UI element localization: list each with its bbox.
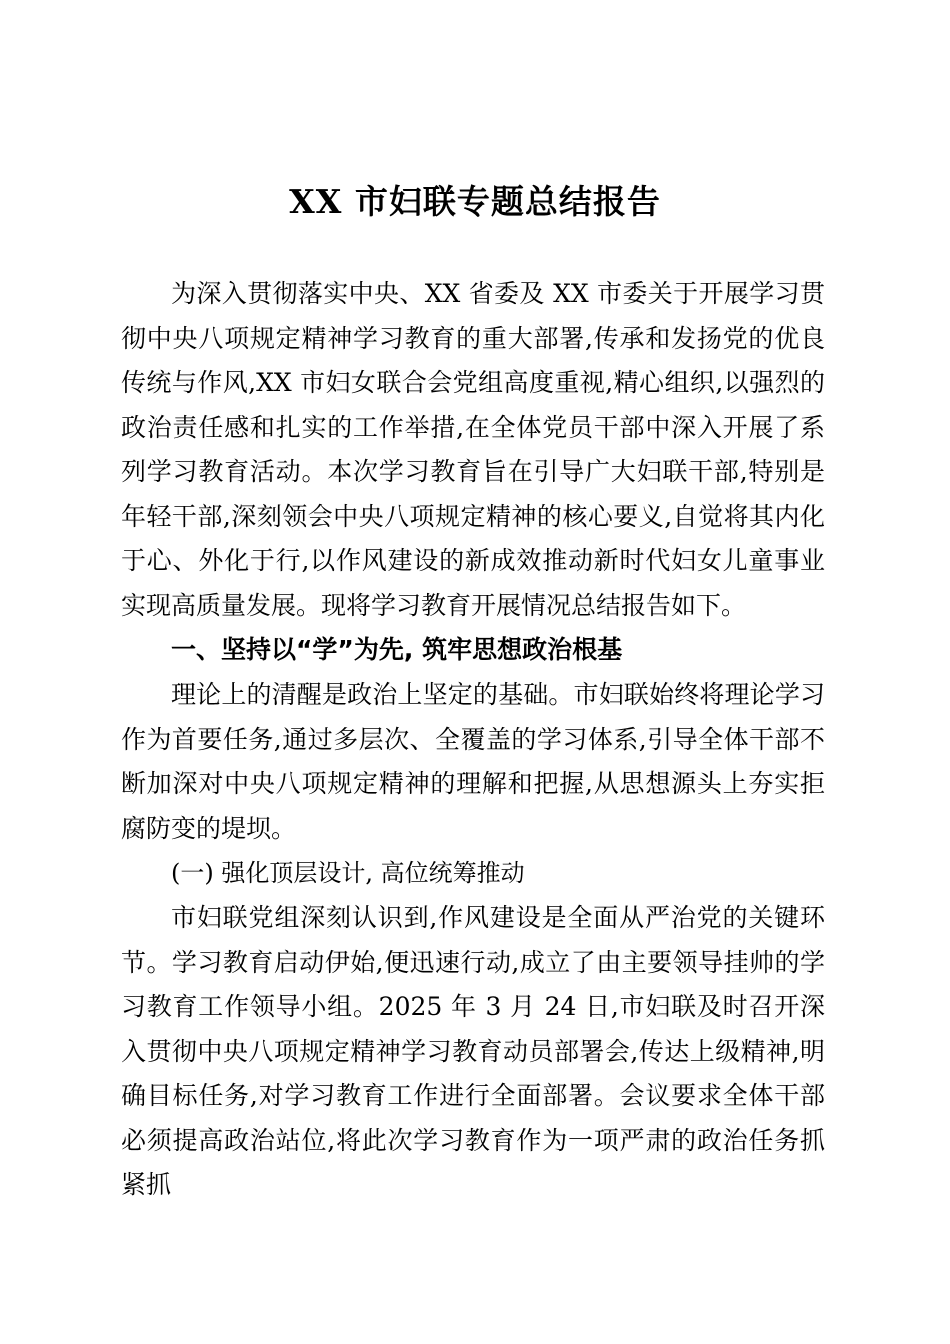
document-title: XX 市妇联专题总结报告 — [289, 182, 661, 221]
intro-paragraph: 为深入贯彻落实中央、XX 省委及 XX 市委关于开展学习贯彻中央八项规定精神学习教育的重大部署,传承和发扬党的优良传统与作风,XX 市妇女联合会党组高度重视,精心组织,以强烈的政治责任感和扎实的工作举措,在全体党员干部中深入开展了系列学习教育活动。本次学习教育旨在引导广大妇联干部,特别是年轻干部,深刻领会中央八项规定精神的核心要义,自觉将其内化于心、外化于行,以作风建设的新成效推动新时代妇女儿童事业实现高质量发展。现将学习教育开展情况总结报告如下。 — [121, 279, 825, 620]
section-heading-1: 一、坚持以“学”为先, 筑牢思想政治根基 — [171, 635, 623, 664]
subsection-heading-1: (一) 强化顶层设计, 高位统筹推动 — [171, 859, 525, 887]
subsection-1-paragraph: 市妇联党组深刻认识到,作风建设是全面从严治党的关键环节。学习教育启动伊始,便迅速行动,成立了由主要领导挂帅的学习教育工作领导小组。2025 年 3 月 24 日,市妇联及时召开深入贯彻中央八项规定精神学习教育动员部署会,传达上级精神,明确目标任务,对学习教育工作进行全面部署。会议要求全体干部必须提高政治站位,将此次学习教育作为一项严肃的政治任务抓紧抓 — [121, 903, 825, 1199]
section-1-paragraph: 理论上的清醒是政治上坚定的基础。市妇联始终将理论学习作为首要任务,通过多层次、全覆盖的学习体系,引导全体干部不断加深对中央八项规定精神的理解和把握,从思想源头上夯实拒腐防变的堤坝。 — [121, 680, 825, 843]
